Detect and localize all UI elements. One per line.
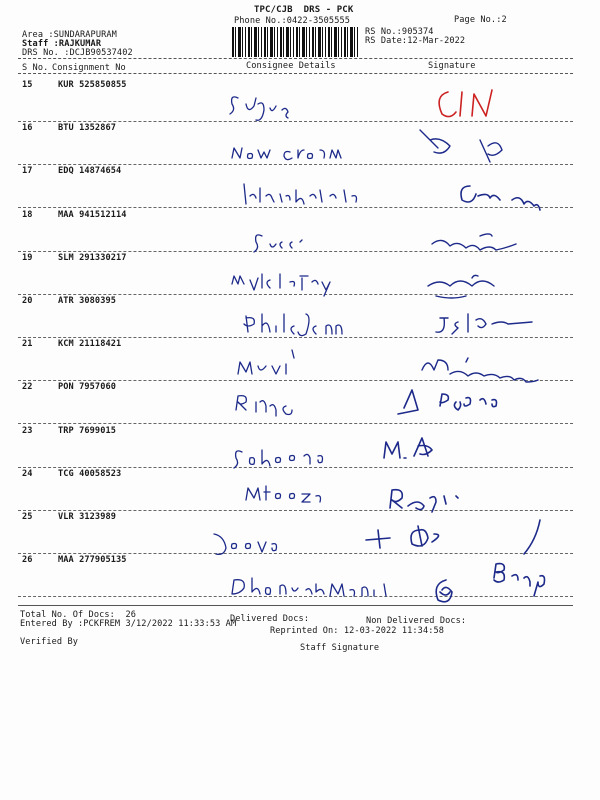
rs-number: RS No.:905374 bbox=[365, 27, 434, 37]
handwritten-consignee-19 bbox=[232, 274, 330, 296]
handwritten-signature-25 bbox=[366, 520, 540, 554]
row-separator bbox=[18, 207, 573, 208]
entered-by: Entered By :PCKFREM 3/12/2022 11:33:53 AM bbox=[20, 619, 237, 629]
row-separator bbox=[18, 251, 573, 252]
row-sno: 21 bbox=[22, 339, 33, 350]
staff-signature: Staff Signature bbox=[300, 643, 380, 653]
handwritten-consignee-18 bbox=[254, 235, 302, 252]
row-consignment-number: MAA 277905135 bbox=[58, 555, 127, 566]
handwritten-signature-22 bbox=[398, 390, 497, 414]
row-sno: 15 bbox=[22, 80, 33, 90]
page-number: Page No.:2 bbox=[454, 15, 507, 25]
row-separator bbox=[18, 121, 573, 122]
barcode bbox=[232, 27, 360, 57]
row-separator bbox=[18, 164, 573, 165]
header-rule-bottom bbox=[18, 73, 573, 74]
row-separator bbox=[18, 467, 573, 468]
row-consignment-number: BTU 1352867 bbox=[58, 123, 117, 134]
handwritten-signature-17 bbox=[461, 186, 540, 210]
handwritten-consignee-17 bbox=[244, 184, 357, 204]
row-sno: 25 bbox=[22, 512, 33, 522]
handwritten-signature-21 bbox=[422, 358, 538, 382]
row-separator bbox=[18, 596, 573, 597]
handwritten-signature-20 bbox=[436, 314, 532, 334]
row-consignment-number: MAA 941512114 bbox=[58, 209, 127, 220]
handwritten-consignee-24 bbox=[246, 486, 321, 502]
col-signature: Signature bbox=[428, 61, 476, 71]
handwritten-signature-16 bbox=[420, 130, 502, 162]
handwritten-consignee-23 bbox=[234, 450, 323, 468]
non-delivered-docs: Non Delivered Docs: bbox=[366, 616, 467, 626]
staff-label: Staff :RAJKUMAR bbox=[22, 39, 102, 49]
handwritten-consignee-22 bbox=[236, 396, 292, 416]
row-consignment-number: VLR 3123989 bbox=[58, 512, 117, 522]
row-sno: 16 bbox=[22, 123, 33, 134]
row-consignment-number: EDQ 14874654 bbox=[58, 166, 122, 177]
row-sno: 22 bbox=[22, 382, 33, 393]
row-separator bbox=[18, 510, 573, 511]
handwritten-consignee-25 bbox=[214, 534, 277, 554]
area-label: Area :SUNDARAPURAM bbox=[22, 30, 117, 40]
handwritten-consignee-15 bbox=[230, 97, 288, 120]
handwritten-consignee-26 bbox=[232, 578, 386, 596]
rs-date: RS Date:12-Mar-2022 bbox=[365, 36, 466, 46]
handwritten-signature-23 bbox=[384, 438, 432, 458]
row-separator bbox=[18, 380, 573, 381]
row-consignment-number: ATR 3080395 bbox=[58, 296, 117, 306]
handwritten-signature-24 bbox=[390, 490, 458, 512]
row-consignment-number: SLM 291330217 bbox=[58, 252, 127, 263]
row-sno: 20 bbox=[22, 296, 33, 306]
col-consignment: Consignment No bbox=[52, 63, 126, 73]
col-consignee: Consignee Details bbox=[246, 61, 336, 71]
row-consignment-number: TRP 7699015 bbox=[58, 425, 117, 436]
row-separator bbox=[18, 423, 573, 424]
handwritten-consignee-16 bbox=[232, 148, 341, 160]
row-sno: 24 bbox=[22, 468, 33, 479]
phone-number: Phone No.:0422-3505555 bbox=[234, 16, 351, 26]
reprinted-on: Reprinted On: 12-03-2022 11:34:58 bbox=[270, 626, 445, 636]
row-separator bbox=[18, 294, 573, 295]
handwritten-consignee-20 bbox=[244, 314, 342, 336]
delivered-docs: Delivered Docs: bbox=[230, 614, 310, 624]
drs-number: DRS No. :DCJB90537402 bbox=[22, 48, 133, 58]
header-rule-top bbox=[18, 58, 573, 59]
row-sno: 18 bbox=[22, 209, 33, 220]
total-docs: Total No. Of Docs: 26 bbox=[20, 610, 137, 620]
col-sno: S No. bbox=[22, 63, 49, 73]
verified-by: Verified By bbox=[20, 637, 79, 647]
handwritten-consignee-21 bbox=[238, 350, 294, 374]
row-sno: 26 bbox=[22, 555, 33, 566]
row-separator bbox=[18, 553, 573, 554]
handwritten-signature-18 bbox=[432, 234, 516, 250]
handwritten-signature-15 bbox=[439, 90, 492, 117]
row-consignment-number: KUR 525850855 bbox=[58, 80, 127, 90]
row-sno: 23 bbox=[22, 425, 33, 436]
footer-rule bbox=[18, 605, 573, 606]
row-sno: 17 bbox=[22, 166, 33, 177]
row-consignment-number: KCM 21118421 bbox=[58, 339, 122, 350]
document-title: TPC/CJB DRS - PCK bbox=[254, 5, 354, 15]
row-consignment-number: TCG 40058523 bbox=[58, 468, 122, 479]
row-consignment-number: PON 7957060 bbox=[58, 382, 117, 393]
row-separator bbox=[18, 337, 573, 338]
row-sno: 19 bbox=[22, 252, 33, 263]
